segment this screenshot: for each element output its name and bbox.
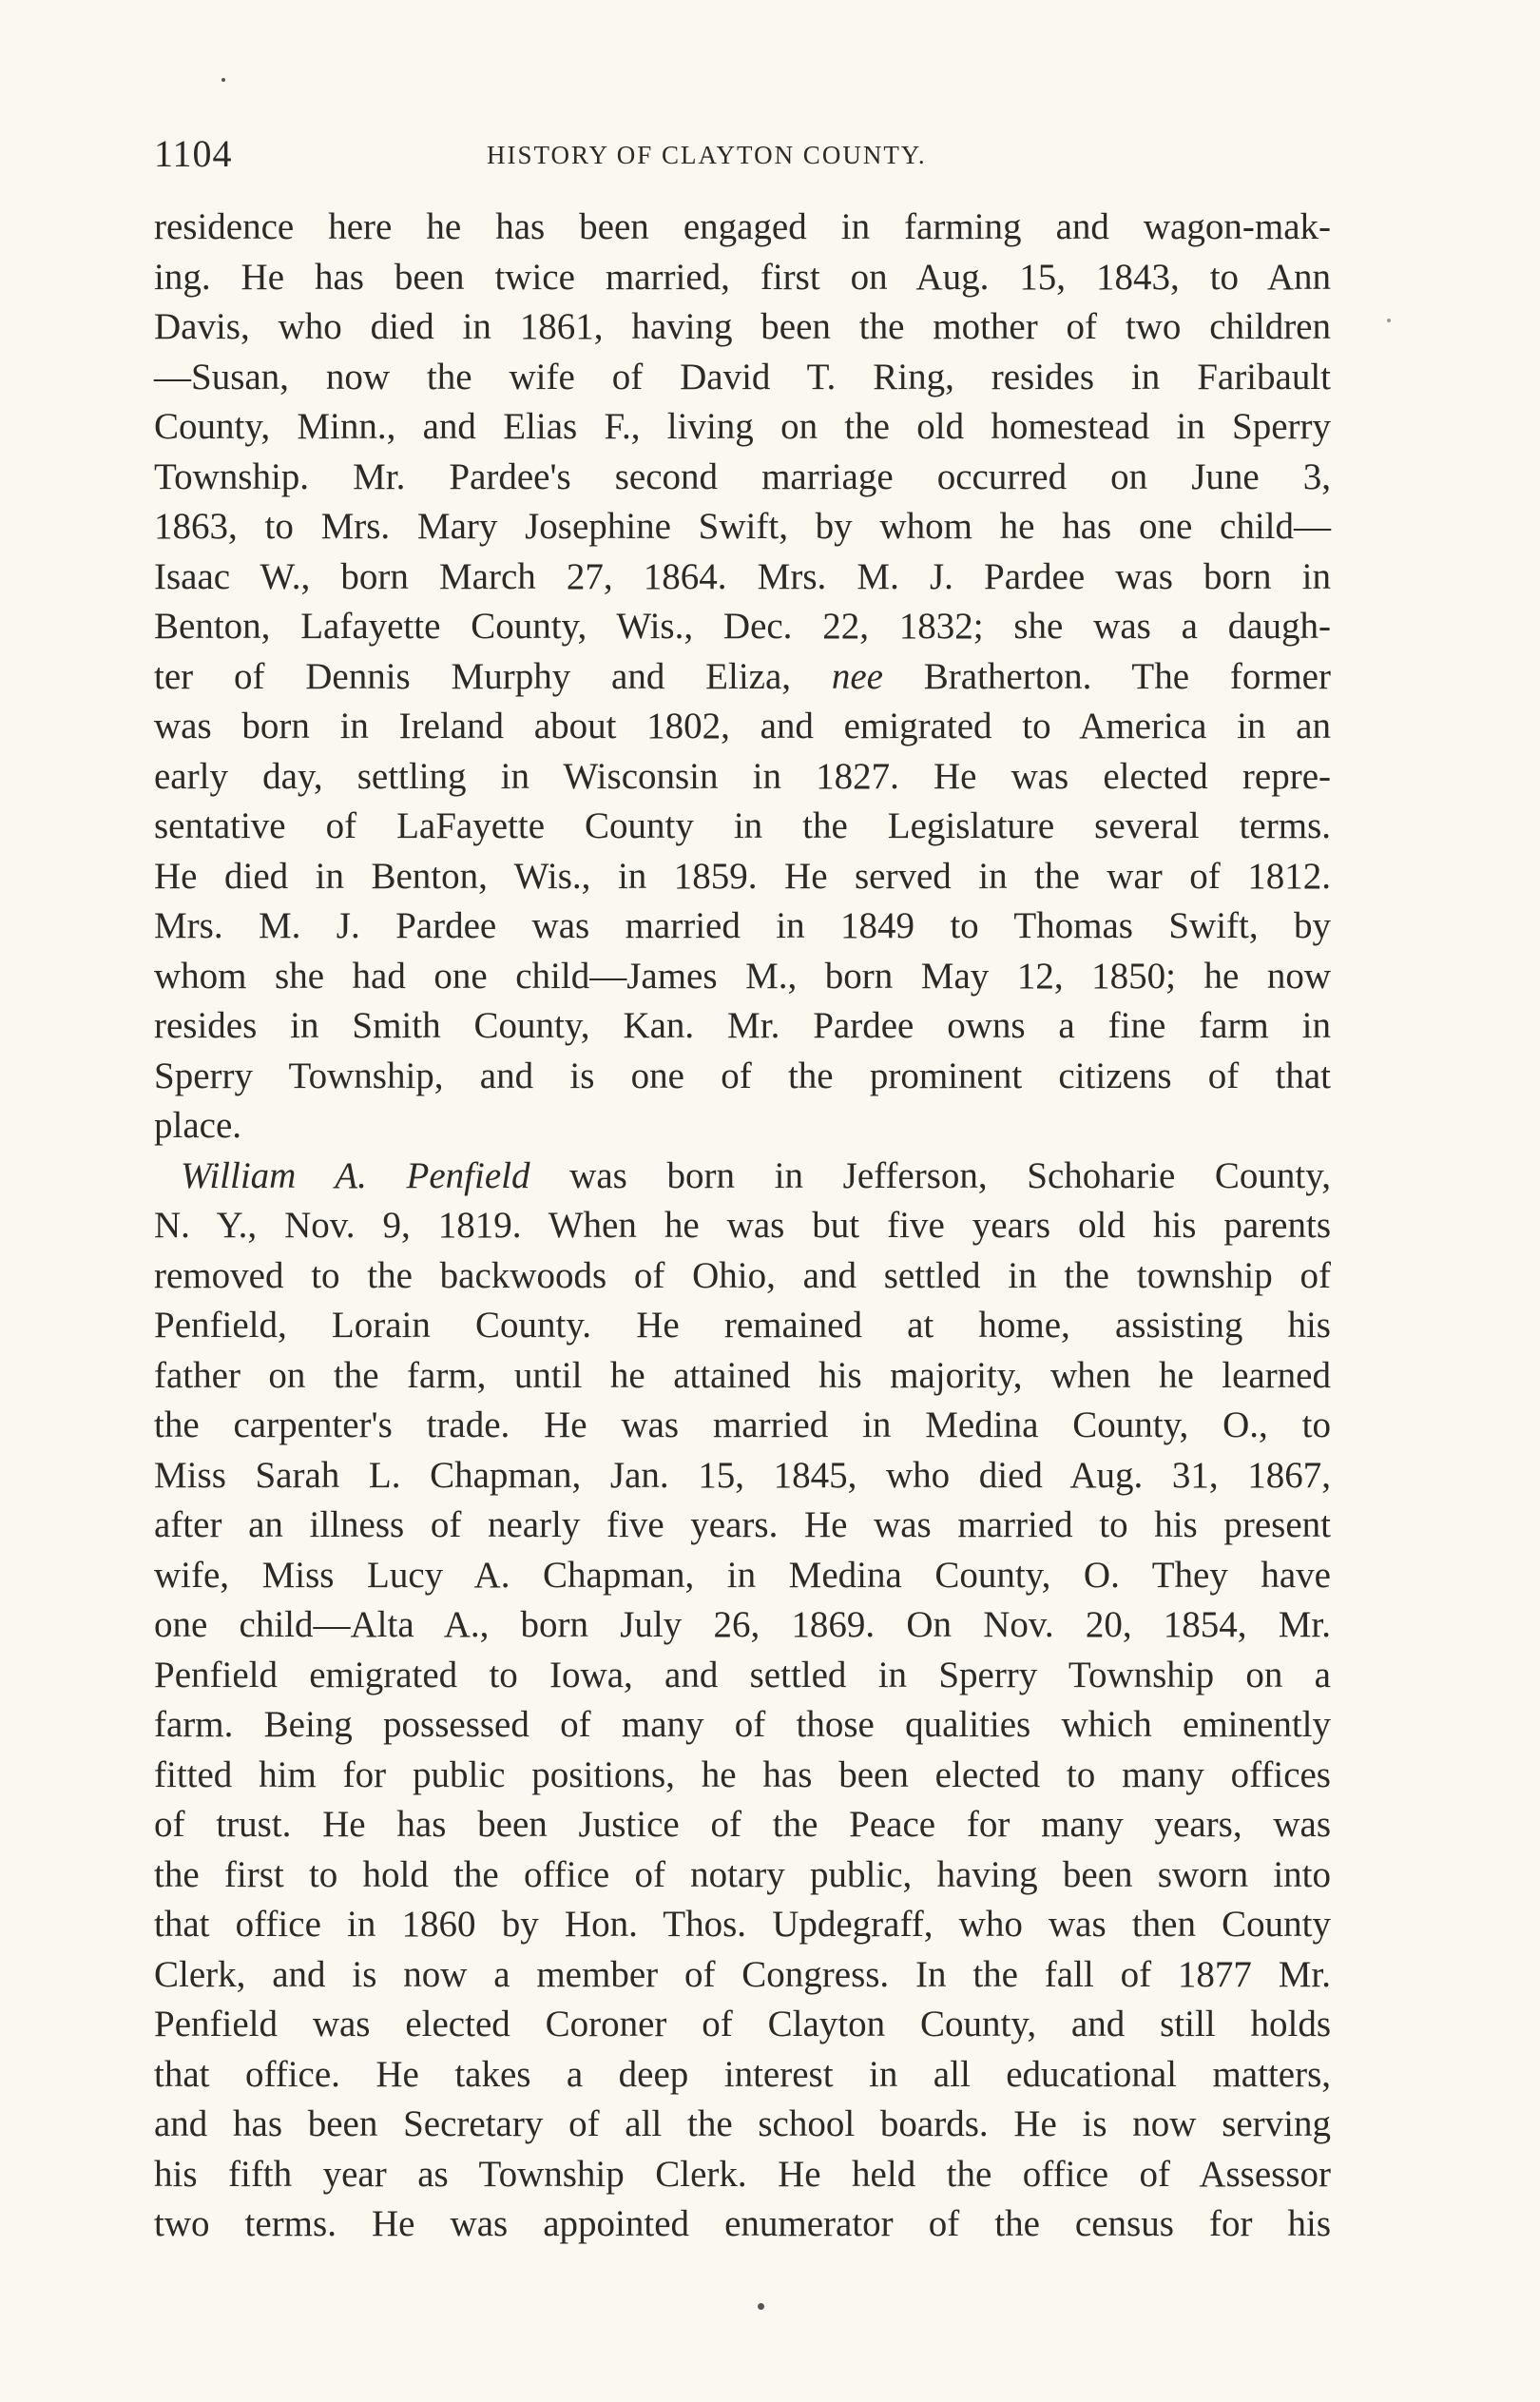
text-line: Sperry Township, and is one of the prominent citizens of that xyxy=(154,1055,1331,1096)
text-line: his fifth year as Township Clerk. He held the office of Assessor xyxy=(154,2153,1331,2195)
text-line: Miss Sarah L. Chapman, Jan. 15, 1845, who died Aug. 31, 1867, xyxy=(154,1454,1331,1496)
print-speck xyxy=(221,78,225,82)
text-segment: ter of Dennis Murphy and Eliza, xyxy=(154,655,832,697)
print-speck xyxy=(758,2303,764,2310)
text-line: Clerk, and is now a member of Congress. In the fall of 1877 Mr. xyxy=(154,1953,1331,1995)
text-line: Isaac W., born March 27, 1864. Mrs. M. J. Pardee was born in xyxy=(154,555,1331,597)
text-line: Davis, who died in 1861, having been the mother of two children xyxy=(154,306,1331,347)
text-line: and has been Secretary of all the school boards. He is now serving xyxy=(154,2103,1331,2144)
text-line: the first to hold the office of notary public, having been sworn into xyxy=(154,1853,1331,1895)
text-line: of trust. He has been Justice of the Peace for many years, was xyxy=(154,1804,1331,1845)
page-header xyxy=(154,131,1361,179)
text-line: place. xyxy=(154,1105,242,1146)
text-line: Mrs. M. J. Pardee was married in 1849 to Thomas Swift, by xyxy=(154,905,1331,946)
text-line: ing. He has been twice married, first on Aug. 15, 1843, to Ann xyxy=(154,256,1331,298)
page-number: 1104 xyxy=(154,132,233,175)
text-line: Benton, Lafayette County, Wis., Dec. 22, 1832; she was a daugh- xyxy=(154,606,1331,647)
text-line: after an illness of nearly five years. He was married to his present xyxy=(154,1504,1331,1545)
text-line: residence here he has been engaged in farming and wagon-mak- xyxy=(154,206,1331,247)
text-line: —Susan, now the wife of David T. Ring, resides in Faribault xyxy=(154,356,1331,397)
text-line: 1863, to Mrs. Mary Josephine Swift, by whom he has one child— xyxy=(154,506,1331,547)
text-line: He died in Benton, Wis., in 1859. He served in the war of 1812. xyxy=(154,855,1331,897)
text-line: farm. Being possessed of many of those qualities which eminently xyxy=(154,1704,1331,1745)
text-line: that office. He takes a deep interest in all educational matters, xyxy=(154,2053,1331,2095)
text-line: early day, settling in Wisconsin in 1827. He was elected repre- xyxy=(154,755,1331,797)
text-line: father on the farm, until he attained his majority, when he learned xyxy=(154,1354,1331,1396)
text-line: Penfield emigrated to Iowa, and settled in Sperry Township on a xyxy=(154,1654,1331,1695)
text-line: County, Minn., and Elias F., living on the old homestead in Sperry xyxy=(154,406,1331,447)
body-text xyxy=(154,203,1331,2250)
text-line: two terms. He was appointed enumerator of the census for his xyxy=(154,2203,1331,2244)
print-speck xyxy=(1387,319,1391,322)
text-segment: was born in Jefferson, Schoharie County, xyxy=(529,1154,1331,1196)
text-line: the carpenter's trade. He was married in Medina County, O., to xyxy=(154,1404,1331,1445)
text-line: removed to the backwoods of Ohio, and settled in the township of xyxy=(154,1254,1331,1296)
text-line: resides in Smith County, Kan. Mr. Pardee owns a fine farm in xyxy=(154,1005,1331,1046)
text-line: whom she had one child—James M., born May 12, 1850; he now xyxy=(154,955,1331,997)
text-line: that office in 1860 by Hon. Thos. Updegraff, who was then County xyxy=(154,1904,1331,1945)
text-line: Township. Mr. Pardee's second marriage occurred on June 3, xyxy=(154,455,1331,497)
italic-word: nee xyxy=(831,655,883,697)
paragraph-start-line xyxy=(154,1152,1331,1202)
text-line: wife, Miss Lucy A. Chapman, in Medina County, O. They have xyxy=(154,1554,1331,1596)
text-line: one child—Alta A., born July 26, 1869. On Nov. 20, 1854, Mr. xyxy=(154,1604,1331,1645)
text-segment: Bratherton. The former xyxy=(882,655,1331,697)
text-line: Penfield was elected Coroner of Clayton County, and still holds xyxy=(154,2004,1331,2044)
text-line: N. Y., Nov. 9, 1819. When he was but five years old his parents xyxy=(154,1205,1331,1246)
text-line: was born in Ireland about 1802, and emigrated to America in an xyxy=(154,706,1331,746)
text-line: Penfield, Lorain County. He remained at home, assisting his xyxy=(154,1305,1331,1346)
text-line: fitted him for public positions, he has been elected to many offices xyxy=(154,1753,1331,1795)
running-head: HISTORY OF CLAYTON COUNTY. xyxy=(487,141,927,169)
italic-person-name: William A. Penfield xyxy=(181,1154,530,1196)
text-line-with-italic xyxy=(154,652,1331,703)
text-line: sentative of LaFayette County in the Legislature several terms. xyxy=(154,805,1331,846)
